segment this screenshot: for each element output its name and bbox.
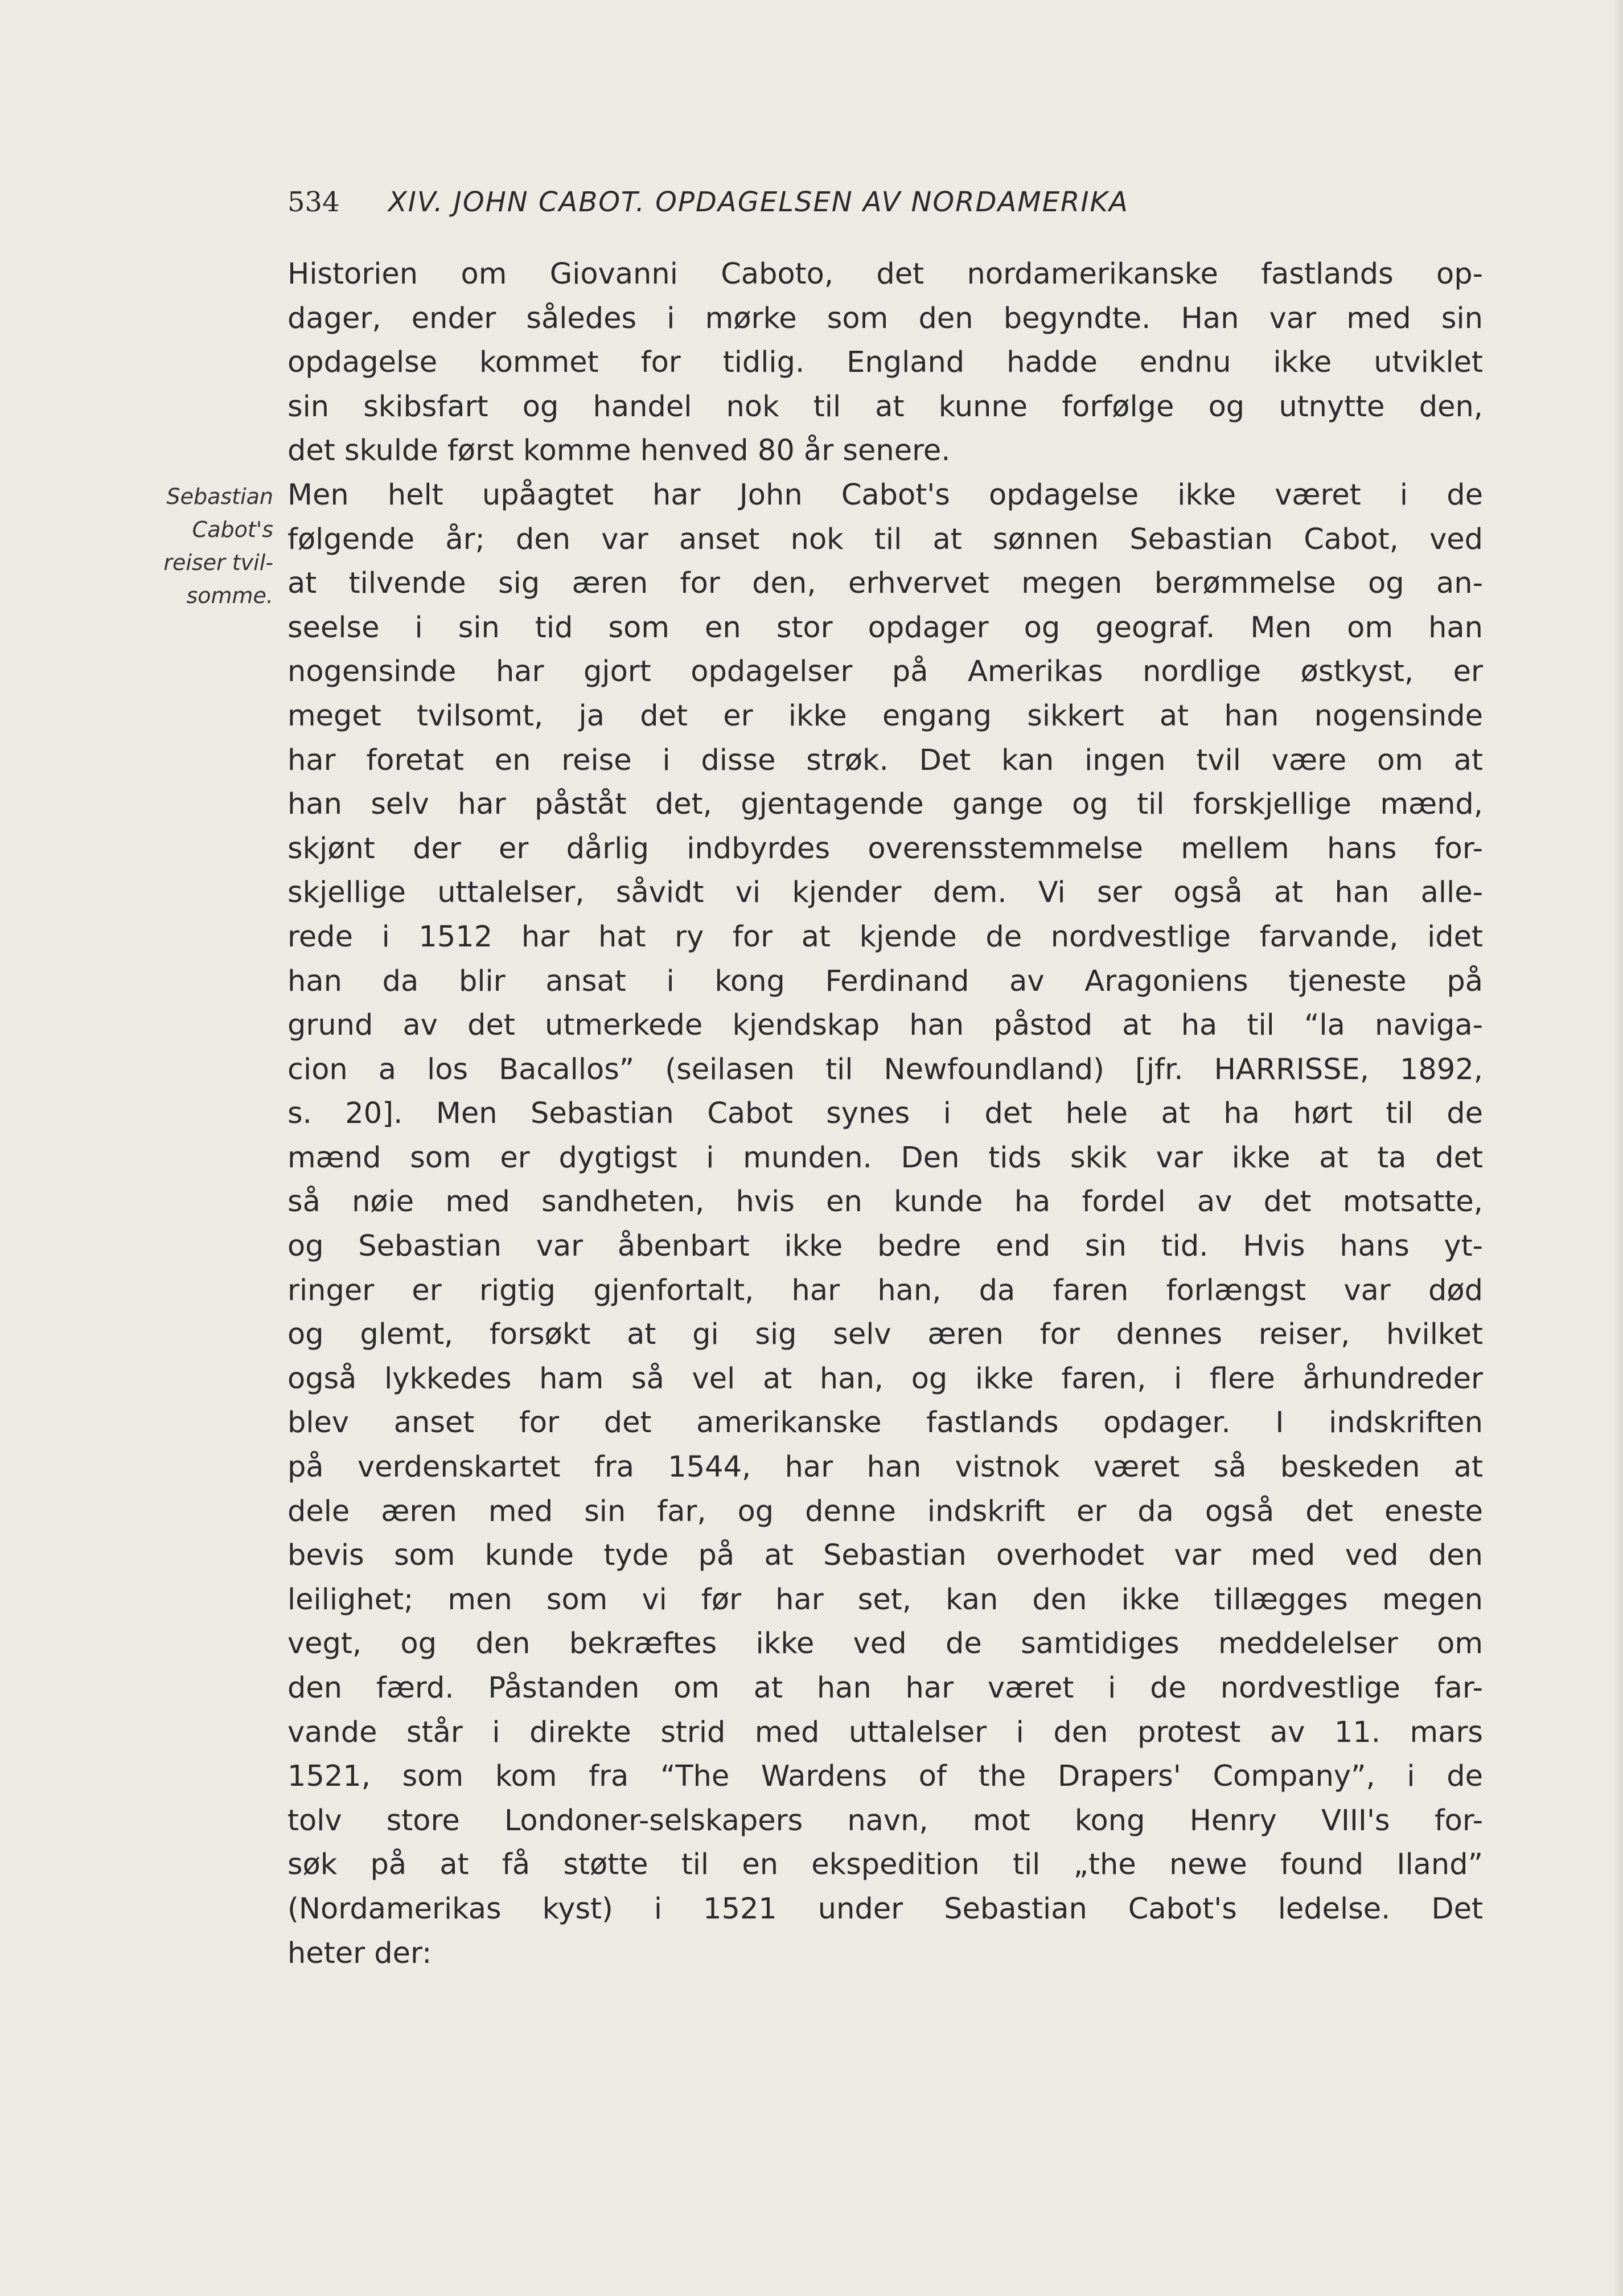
chapter-title: XIV. JOHN CABOT. OPDAGELSEN AV NORDAMERIKA xyxy=(388,186,1129,218)
text-line: vegt, og den bekræftes ikke ved de samtidiges meddelelser om xyxy=(287,1627,1483,1661)
text-line: rede i 1512 har hat ry for at kjende de nordvestlige farvande, idet xyxy=(287,920,1483,954)
text-line: følgende år; den var anset nok til at sønnen Sebastian Cabot, ved xyxy=(287,522,1483,556)
margin-note xyxy=(125,480,273,612)
text-line: har foretat en reise i disse strøk. Det kan ingen tvil være om at xyxy=(287,743,1483,777)
text-line: Historien om Giovanni Caboto, det nordamerikanske fastlands op- xyxy=(287,257,1483,291)
text-line: han da blir ansat i kong Ferdinand av Aragoniens tjeneste på xyxy=(287,964,1483,998)
margin-note-line: Sebastian xyxy=(166,484,273,509)
text-line: også lykkedes ham så vel at han, og ikke faren, i flere århundreder xyxy=(287,1362,1483,1396)
text-line: det skulde først komme henved 80 år senere. xyxy=(287,434,951,468)
text-line: på verdenskartet fra 1544, har han vistnok været så beskeden at xyxy=(287,1450,1483,1485)
margin-note-line: somme. xyxy=(186,583,273,608)
text-line: meget tvilsomt, ja det er ikke engang sikkert at han nogensinde xyxy=(287,699,1483,733)
text-line: mænd som er dygtigst i munden. Den tids skik var ikke at ta det xyxy=(287,1141,1483,1175)
text-line: nogensinde har gjort opdagelser på Amerikas nordlige østkyst, er xyxy=(287,655,1483,689)
page-edge xyxy=(1613,0,1623,2296)
text-line: seelse i sin tid som en stor opdager og geograf. Men om han xyxy=(287,610,1483,645)
text-line: 1521, som kom fra “The Wardens of the Drapers' Company”, i de xyxy=(287,1760,1483,1794)
running-head xyxy=(287,185,1129,219)
text-line: opdagelse kommet for tidlig. England hadde endnu ikke utviklet xyxy=(287,346,1483,380)
text-line: s. 20]. Men Sebastian Cabot synes i det hele at ha hørt til de xyxy=(287,1097,1483,1131)
text-line: at tilvende sig æren for den, erhvervet megen berømmelse og an- xyxy=(287,567,1483,601)
text-line: cion a los Bacallos” (seilasen til Newfoundland) [jfr. HARRISSE, 1892, xyxy=(287,1052,1483,1086)
text-line: (Nordamerikas kyst) i 1521 under Sebastian Cabot's ledelse. Det xyxy=(287,1892,1483,1926)
text-line: så nøie med sandheten, hvis en kunde ha fordel av det motsatte, xyxy=(287,1185,1483,1219)
text-line: han selv har påståt det, gjentagende gange og til forskjellige mænd, xyxy=(287,788,1483,822)
text-line: sin skibsfart og handel nok til at kunne forfølge og utnytte den, xyxy=(287,390,1483,424)
text-line: bevis som kunde tyde på at Sebastian overhodet var med ved den xyxy=(287,1539,1483,1573)
text-line: tolv store Londoner-selskapers navn, mot kong Henry VIII's for- xyxy=(287,1803,1483,1838)
text-line: dager, ender således i mørke som den begyndte. Han var med sin xyxy=(287,301,1483,335)
text-line: skjønt der er dårlig indbyrdes overensstemmelse mellem hans for- xyxy=(287,831,1483,866)
text-line: grund av det utmerkede kjendskap han påstod at ha til “la naviga- xyxy=(287,1008,1483,1043)
body-text xyxy=(287,252,1483,1975)
text-line: leilighet; men som vi før har set, kan den ikke tillægges megen xyxy=(287,1582,1483,1617)
text-line: og glemt, forsøkt at gi sig selv æren for dennes reiser, hvilket xyxy=(287,1318,1483,1352)
margin-note-line: reiser tvil- xyxy=(163,550,273,575)
page-number: 534 xyxy=(287,186,340,218)
text-line: ringer er rigtig gjenfortalt, har han, da faren forlængst var død xyxy=(287,1273,1483,1307)
text-line: Men helt upåagtet har John Cabot's opdagelse ikke været i de xyxy=(287,478,1483,512)
text-line: heter der: xyxy=(287,1936,432,1970)
text-line: den færd. Påstanden om at han har været i de nordvestlige far- xyxy=(287,1671,1483,1705)
text-line: skjellige uttalelser, såvidt vi kjender dem. Vi ser også at han alle- xyxy=(287,876,1483,910)
text-line: og Sebastian var åbenbart ikke bedre end sin tid. Hvis hans yt- xyxy=(287,1229,1483,1264)
text-line: blev anset for det amerikanske fastlands opdager. I indskriften xyxy=(287,1406,1483,1440)
text-line: dele æren med sin far, og denne indskrift er da også det eneste xyxy=(287,1494,1483,1528)
margin-note-line: Cabot's xyxy=(192,517,273,542)
text-line: vande står i direkte strid med uttalelser i den protest av 11. mars xyxy=(287,1715,1483,1749)
text-line: søk på at få støtte til en ekspedition til „the newe found Iland” xyxy=(287,1848,1483,1882)
